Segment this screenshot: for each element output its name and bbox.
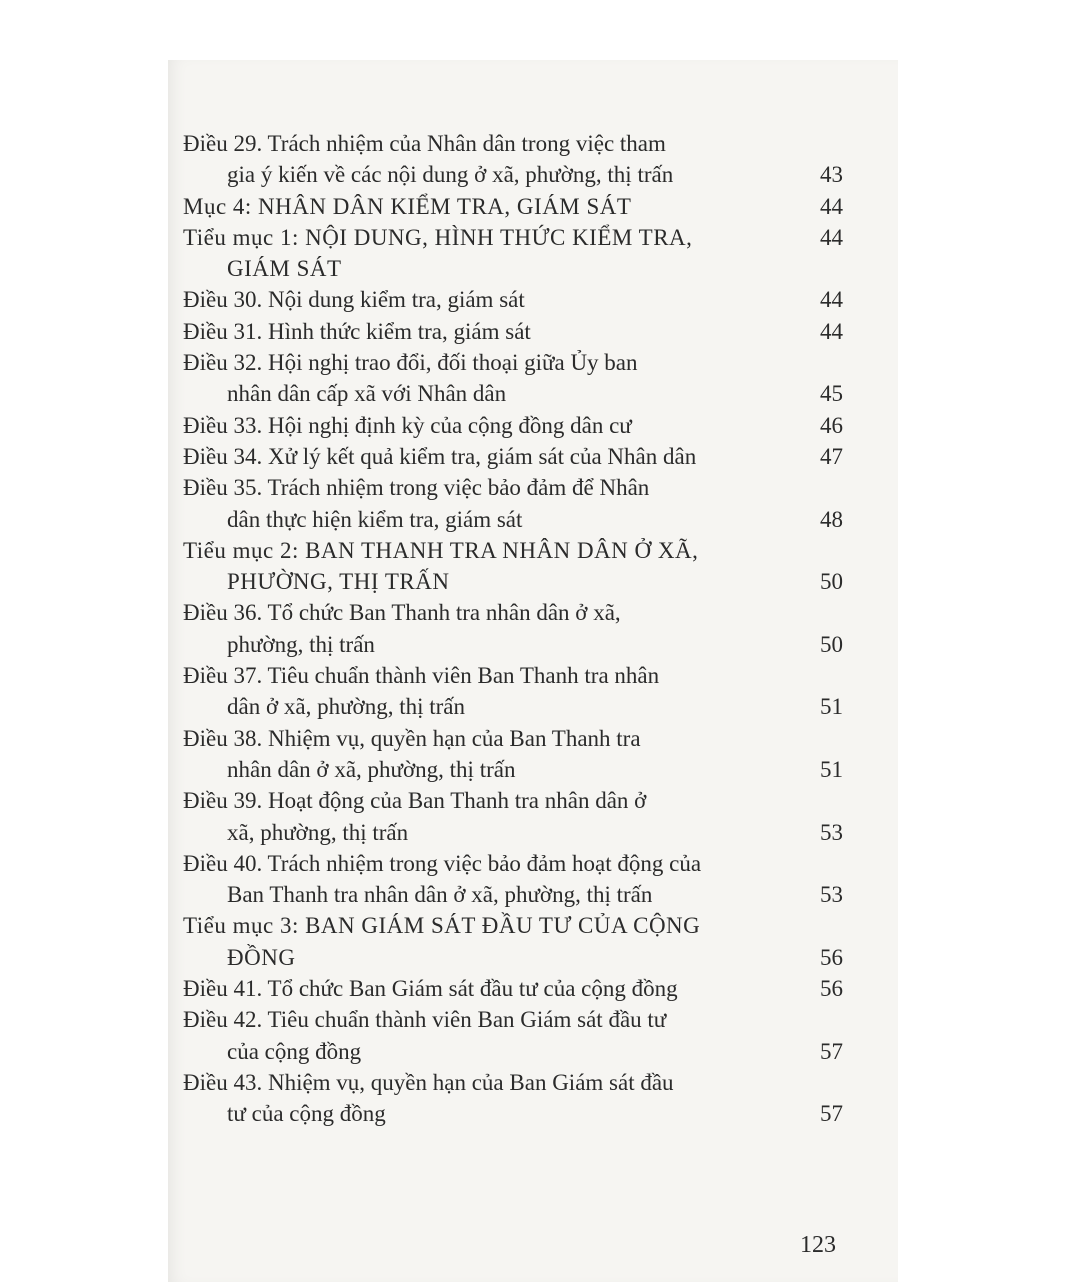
- toc-entry-title: Điều 39. Hoạt động của Ban Thanh tra nhân dân ở: [183, 788, 647, 814]
- toc-subsection-heading: [183, 222, 843, 285]
- toc-entry: [183, 660, 843, 723]
- toc-entry-title-continued: tư của cộng đồng: [227, 1101, 386, 1127]
- toc-entry-title-continued: phường, thị trấn: [227, 631, 375, 657]
- toc-entry-title: Điều 30. Nội dung kiểm tra, giám sát: [183, 287, 525, 313]
- toc-entry-title: Điều 41. Tổ chức Ban Giám sát đầu tư của cộng đồng: [183, 976, 678, 1002]
- toc-entry-title-continued: của cộng đồng: [227, 1038, 362, 1064]
- toc-entry: [183, 128, 843, 191]
- toc-page-number: 50: [820, 569, 843, 595]
- toc-subsection-heading: [183, 910, 843, 973]
- toc-entry-title-continued: dân thực hiện kiểm tra, giám sát: [227, 506, 523, 532]
- toc-entry-title: Điều 40. Trách nhiệm trong việc bảo đảm hoạt động của: [183, 850, 702, 876]
- toc-entry-title: Điều 31. Hình thức kiểm tra, giám sát: [183, 318, 531, 344]
- toc-page-number: 44: [820, 193, 843, 219]
- toc-entry-title: Điều 29. Trách nhiệm của Nhân dân trong việc tham: [183, 131, 666, 156]
- toc-page-number: 45: [820, 381, 843, 407]
- toc-entry-title: Điều 38. Nhiệm vụ, quyền hạn của Ban Thanh tra: [183, 725, 641, 751]
- toc-entry-title: Điều 43. Nhiệm vụ, quyền hạn của Ban Giám sát đầu: [183, 1069, 674, 1095]
- toc-entry: [183, 785, 843, 848]
- toc-page-number: 44: [820, 318, 843, 344]
- toc-entry-title: Tiểu mục 3: BAN GIÁM SÁT ĐẦU TƯ CỦA CỘNG: [183, 913, 701, 939]
- toc-entry-title: Điều 34. Xử lý kết quả kiểm tra, giám sát của Nhân dân: [183, 443, 697, 469]
- toc-entry-title-continued: GIÁM SÁT: [227, 256, 342, 282]
- toc-entry: [183, 316, 843, 347]
- toc-section-heading: [183, 191, 843, 222]
- toc-entry-title: Tiểu mục 1: NỘI DUNG, HÌNH THỨC KIỂM TRA,: [183, 224, 693, 250]
- toc-entry: [183, 410, 843, 441]
- toc-page-number: 44: [820, 287, 843, 313]
- toc-entry: [183, 848, 843, 911]
- toc-entry-title: Mục 4: NHÂN DÂN KIỂM TRA, GIÁM SÁT: [183, 193, 632, 219]
- toc-entry-title-continued: gia ý kiến về các nội dung ở xã, phường, thị trấn: [227, 162, 674, 188]
- toc-entry: [183, 1004, 843, 1067]
- toc-entry: [183, 1067, 843, 1130]
- toc-entry-title: Tiểu mục 2: BAN THANH TRA NHÂN DÂN Ở XÃ,: [183, 537, 699, 563]
- toc-entry-title: Điều 33. Hội nghị định kỳ của cộng đồng dân cư: [183, 412, 632, 438]
- toc-entry-title-continued: Ban Thanh tra nhân dân ở xã, phường, thị trấn: [227, 882, 653, 908]
- toc-entry: [183, 723, 843, 786]
- toc-page-number: 43: [820, 162, 843, 188]
- toc-entry: [183, 347, 843, 410]
- toc-entry-title-continued: xã, phường, thị trấn: [227, 819, 409, 845]
- toc-entry-title: Điều 32. Hội nghị trao đổi, đối thoại giữa Ủy ban: [183, 350, 638, 376]
- toc-page-number: 51: [820, 694, 843, 720]
- toc-page-number: 44: [820, 224, 843, 250]
- toc-entry-title-continued: dân ở xã, phường, thị trấn: [227, 694, 465, 720]
- toc-entry: [183, 284, 843, 315]
- toc-entry-title: Điều 42. Tiêu chuẩn thành viên Ban Giám sát đầu tư: [183, 1007, 667, 1033]
- toc-entry-title: Điều 37. Tiêu chuẩn thành viên Ban Thanh tra nhân: [183, 663, 660, 689]
- table-of-contents: [183, 128, 843, 1130]
- toc-page-number: 48: [820, 506, 843, 532]
- toc-page-number: 51: [820, 756, 843, 782]
- page-number: 123: [800, 1232, 836, 1258]
- toc-page-number: 57: [820, 1038, 843, 1064]
- toc-page-number: 50: [820, 631, 843, 657]
- toc-entry-title: Điều 35. Trách nhiệm trong việc bảo đảm để Nhân: [183, 475, 650, 501]
- toc-entry: [183, 597, 843, 660]
- toc-entry-title-continued: PHƯỜNG, THỊ TRẤN: [227, 569, 450, 595]
- toc-entry-title: Điều 36. Tổ chức Ban Thanh tra nhân dân ở xã,: [183, 600, 621, 626]
- toc-entry-title-continued: ĐỒNG: [227, 944, 296, 970]
- toc-page-number: 56: [820, 944, 843, 970]
- toc-page-number: 46: [820, 412, 843, 438]
- toc-entry: [183, 973, 843, 1004]
- toc-subsection-heading: [183, 535, 843, 598]
- toc-entry: [183, 441, 843, 472]
- toc-entry-title-continued: nhân dân cấp xã với Nhân dân: [227, 381, 507, 407]
- toc-entry-title-continued: nhân dân ở xã, phường, thị trấn: [227, 756, 516, 782]
- toc-page-number: 56: [820, 976, 843, 1002]
- toc-page-number: 53: [820, 882, 843, 908]
- toc-page-number: 47: [820, 443, 843, 469]
- toc-entry: [183, 472, 843, 535]
- toc-page-number: 53: [820, 819, 843, 845]
- toc-page-number: 57: [820, 1101, 843, 1127]
